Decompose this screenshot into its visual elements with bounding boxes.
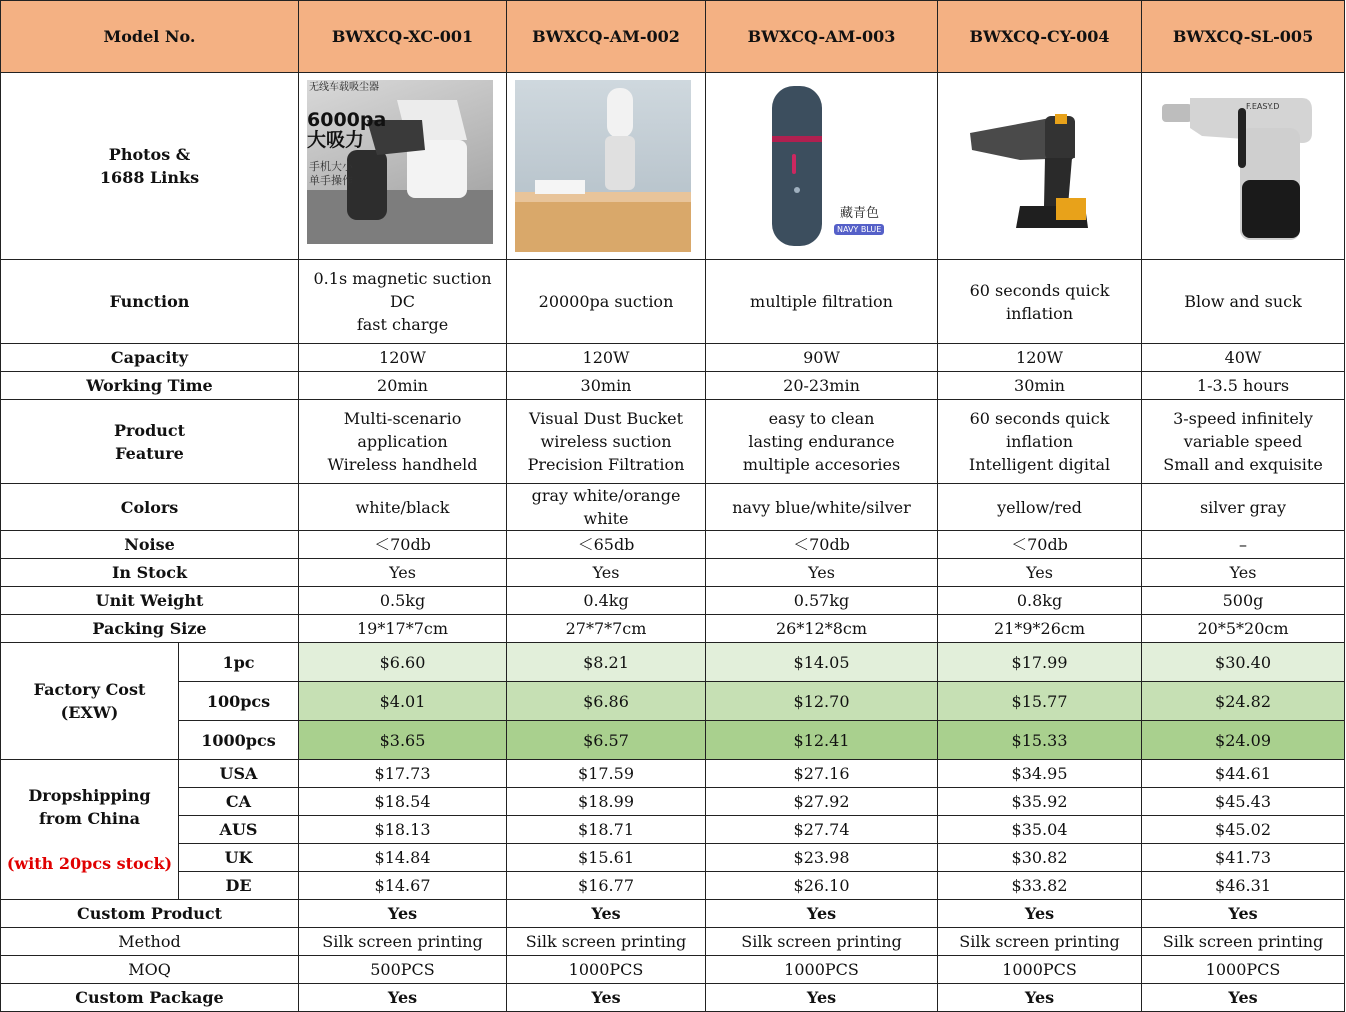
moq-row: [1, 956, 1345, 984]
method-label: Method: [1, 928, 299, 956]
photo-cell-1[interactable]: [299, 73, 507, 260]
dropship-row-uk: [1, 844, 1345, 872]
moq-3: 1000PCS: [706, 956, 938, 984]
function-3: multiple filtration: [706, 260, 938, 344]
ds-usa-5: $44.61: [1142, 760, 1345, 788]
custom-product-label: Custom Product: [1, 900, 299, 928]
packing-size-5: 20*5*20cm: [1142, 615, 1345, 643]
tier-1000pcs-label: 1000pcs: [179, 721, 299, 760]
working-time-label: Working Time: [1, 372, 299, 400]
colors-row: [1, 484, 1345, 531]
noise-2: ＜65db: [507, 531, 706, 559]
cost-1000pcs-1: $3.65: [299, 721, 507, 760]
moq-5: 1000PCS: [1142, 956, 1345, 984]
model-2: BWXCQ-AM-002: [507, 1, 706, 73]
ds-ca-4: $35.92: [938, 788, 1142, 816]
cost-1000pcs-3: $12.41: [706, 721, 938, 760]
moq-4: 1000PCS: [938, 956, 1142, 984]
feature-2: Visual Dust Bucket wireless suction Precision Filtration: [507, 400, 706, 484]
dropshipping-label: Dropshipping from China (with 20pcs stock): [1, 760, 179, 900]
working-time-3: 20-23min: [706, 372, 938, 400]
ds-de-4: $33.82: [938, 872, 1142, 900]
method-1: Silk screen printing: [299, 928, 507, 956]
model-3: BWXCQ-AM-003: [706, 1, 938, 73]
unit-weight-1: 0.5kg: [299, 587, 507, 615]
photo1-big: 大吸力: [307, 129, 365, 151]
model-no-label: Model No.: [1, 1, 299, 73]
cost-100pcs-1: $4.01: [299, 682, 507, 721]
method-4: Silk screen printing: [938, 928, 1142, 956]
in-stock-5: Yes: [1142, 559, 1345, 587]
in-stock-2: Yes: [507, 559, 706, 587]
method-row: [1, 928, 1345, 956]
photo3-color-cn: 藏青色: [840, 206, 880, 221]
custom-package-row: [1, 984, 1345, 1012]
ds-uk-2: $15.61: [507, 844, 706, 872]
ds-de-3: $26.10: [706, 872, 938, 900]
header-row: [1, 1, 1345, 73]
ds-usa-3: $27.16: [706, 760, 938, 788]
dropship-row-de: [1, 872, 1345, 900]
custom-product-2: Yes: [507, 900, 706, 928]
photos-row: [1, 73, 1345, 260]
working-time-4: 30min: [938, 372, 1142, 400]
unit-weight-label: Unit Weight: [1, 587, 299, 615]
dropship-row-usa: [1, 760, 1345, 788]
function-label: Function: [1, 260, 299, 344]
capacity-2: 120W: [507, 344, 706, 372]
packing-size-4: 21*9*26cm: [938, 615, 1142, 643]
noise-4: ＜70db: [938, 531, 1142, 559]
ds-usa-4: $34.95: [938, 760, 1142, 788]
method-2: Silk screen printing: [507, 928, 706, 956]
product-photo-2[interactable]: [515, 80, 691, 252]
photo-cell-3[interactable]: [706, 73, 938, 260]
noise-5: –: [1142, 531, 1345, 559]
capacity-1: 120W: [299, 344, 507, 372]
photo-cell-2[interactable]: [507, 73, 706, 260]
ds-ca-2: $18.99: [507, 788, 706, 816]
ds-aus-3: $27.74: [706, 816, 938, 844]
country-de: DE: [179, 872, 299, 900]
dropshipping-note: (with 20pcs stock): [6, 854, 173, 873]
factory-cost-row-1pc: [1, 643, 1345, 682]
unit-weight-4: 0.8kg: [938, 587, 1142, 615]
custom-package-5: Yes: [1142, 984, 1345, 1012]
colors-5: silver gray: [1142, 484, 1345, 531]
cost-1000pcs-2: $6.57: [507, 721, 706, 760]
ds-de-5: $46.31: [1142, 872, 1345, 900]
ds-uk-3: $23.98: [706, 844, 938, 872]
moq-2: 1000PCS: [507, 956, 706, 984]
ds-usa-2: $17.59: [507, 760, 706, 788]
photo-cell-5[interactable]: [1142, 73, 1345, 260]
cost-1pc-4: $17.99: [938, 643, 1142, 682]
in-stock-3: Yes: [706, 559, 938, 587]
tier-100pcs-label: 100pcs: [179, 682, 299, 721]
colors-4: yellow/red: [938, 484, 1142, 531]
cost-1000pcs-5: $24.09: [1142, 721, 1345, 760]
packing-size-label: Packing Size: [1, 615, 299, 643]
factory-cost-row-100pcs: [1, 682, 1345, 721]
ds-ca-5: $45.43: [1142, 788, 1345, 816]
photos-label: Photos & 1688 Links: [1, 73, 299, 260]
ds-aus-4: $35.04: [938, 816, 1142, 844]
ds-ca-3: $27.92: [706, 788, 938, 816]
unit-weight-3: 0.57kg: [706, 587, 938, 615]
photo-cell-4[interactable]: [938, 73, 1142, 260]
country-usa: USA: [179, 760, 299, 788]
ds-de-2: $16.77: [507, 872, 706, 900]
function-1: 0.1s magnetic suction DC fast charge: [299, 260, 507, 344]
in-stock-1: Yes: [299, 559, 507, 587]
in-stock-4: Yes: [938, 559, 1142, 587]
cost-1000pcs-4: $15.33: [938, 721, 1142, 760]
ds-uk-4: $30.82: [938, 844, 1142, 872]
dropship-row-ca: [1, 788, 1345, 816]
ds-uk-1: $14.84: [299, 844, 507, 872]
in-stock-label: In Stock: [1, 559, 299, 587]
model-1: BWXCQ-XC-001: [299, 1, 507, 73]
cost-1pc-5: $30.40: [1142, 643, 1345, 682]
custom-product-1: Yes: [299, 900, 507, 928]
noise-label: Noise: [1, 531, 299, 559]
product-photo-5[interactable]: [1162, 88, 1322, 244]
working-time-5: 1-3.5 hours: [1142, 372, 1345, 400]
capacity-3: 90W: [706, 344, 938, 372]
model-5: BWXCQ-SL-005: [1142, 1, 1345, 73]
cost-100pcs-3: $12.70: [706, 682, 938, 721]
feature-row: [1, 400, 1345, 484]
colors-label: Colors: [1, 484, 299, 531]
product-photo-3[interactable]: [722, 78, 902, 254]
country-aus: AUS: [179, 816, 299, 844]
tier-1pc-label: 1pc: [179, 643, 299, 682]
custom-product-row: [1, 900, 1345, 928]
unit-weight-5: 500g: [1142, 587, 1345, 615]
custom-product-5: Yes: [1142, 900, 1345, 928]
working-time-1: 20min: [299, 372, 507, 400]
packing-size-2: 27*7*7cm: [507, 615, 706, 643]
capacity-5: 40W: [1142, 344, 1345, 372]
cost-100pcs-2: $6.86: [507, 682, 706, 721]
photo1-sub2: 单手操作: [309, 174, 354, 187]
cost-1pc-1: $6.60: [299, 643, 507, 682]
packing-size-row: [1, 615, 1345, 643]
photo1-caption: 无线车载吸尘器: [309, 82, 380, 93]
photo5-brand: F.EASY.D: [1246, 102, 1280, 111]
packing-size-3: 26*12*8cm: [706, 615, 938, 643]
product-photo-1[interactable]: [307, 80, 493, 244]
ds-de-1: $14.67: [299, 872, 507, 900]
method-5: Silk screen printing: [1142, 928, 1345, 956]
working-time-2: 30min: [507, 372, 706, 400]
noise-1: ＜70db: [299, 531, 507, 559]
custom-package-2: Yes: [507, 984, 706, 1012]
colors-1: white/black: [299, 484, 507, 531]
capacity-label: Capacity: [1, 344, 299, 372]
custom-package-4: Yes: [938, 984, 1142, 1012]
feature-1: Multi-scenario application Wireless handheld: [299, 400, 507, 484]
moq-label: MOQ: [1, 956, 299, 984]
noise-3: ＜70db: [706, 531, 938, 559]
photo1-suction: 6000pa: [307, 109, 387, 131]
packing-size-1: 19*17*7cm: [299, 615, 507, 643]
feature-label: Product Feature: [1, 400, 299, 484]
feature-3: easy to clean lasting endurance multiple accesories: [706, 400, 938, 484]
ds-aus-2: $18.71: [507, 816, 706, 844]
photo1-sub1: 手机大小: [309, 160, 354, 173]
working-time-row: [1, 372, 1345, 400]
dropship-row-aus: [1, 816, 1345, 844]
noise-row: [1, 531, 1345, 559]
factory-cost-label: Factory Cost (EXW): [1, 643, 179, 760]
cost-100pcs-5: $24.82: [1142, 682, 1345, 721]
capacity-4: 120W: [938, 344, 1142, 372]
cost-100pcs-4: $15.77: [938, 682, 1142, 721]
colors-2: gray white/orange white: [507, 484, 706, 531]
moq-1: 500PCS: [299, 956, 507, 984]
unit-weight-2: 0.4kg: [507, 587, 706, 615]
model-4: BWXCQ-CY-004: [938, 1, 1142, 73]
custom-package-label: Custom Package: [1, 984, 299, 1012]
custom-package-3: Yes: [706, 984, 938, 1012]
unit-weight-row: [1, 587, 1345, 615]
ds-aus-5: $45.02: [1142, 816, 1345, 844]
country-uk: UK: [179, 844, 299, 872]
capacity-row: [1, 344, 1345, 372]
feature-5: 3-speed infinitely variable speed Small and exquisite: [1142, 400, 1345, 484]
ds-ca-1: $18.54: [299, 788, 507, 816]
photo3-color-en: NAVY BLUE: [834, 224, 884, 235]
custom-product-3: Yes: [706, 900, 938, 928]
custom-product-4: Yes: [938, 900, 1142, 928]
country-ca: CA: [179, 788, 299, 816]
function-2: 20000pa suction: [507, 260, 706, 344]
function-5: Blow and suck: [1142, 260, 1345, 344]
factory-cost-row-1000pcs: [1, 721, 1345, 760]
ds-aus-1: $18.13: [299, 816, 507, 844]
ds-uk-5: $41.73: [1142, 844, 1345, 872]
colors-3: navy blue/white/silver: [706, 484, 938, 531]
function-4: 60 seconds quick inflation: [938, 260, 1142, 344]
function-row: [1, 260, 1345, 344]
cost-1pc-2: $8.21: [507, 643, 706, 682]
in-stock-row: [1, 559, 1345, 587]
custom-package-1: Yes: [299, 984, 507, 1012]
cost-1pc-3: $14.05: [706, 643, 938, 682]
ds-usa-1: $17.73: [299, 760, 507, 788]
method-3: Silk screen printing: [706, 928, 938, 956]
product-photo-4[interactable]: [960, 88, 1120, 238]
feature-4: 60 seconds quick inflation Intelligent digital: [938, 400, 1142, 484]
